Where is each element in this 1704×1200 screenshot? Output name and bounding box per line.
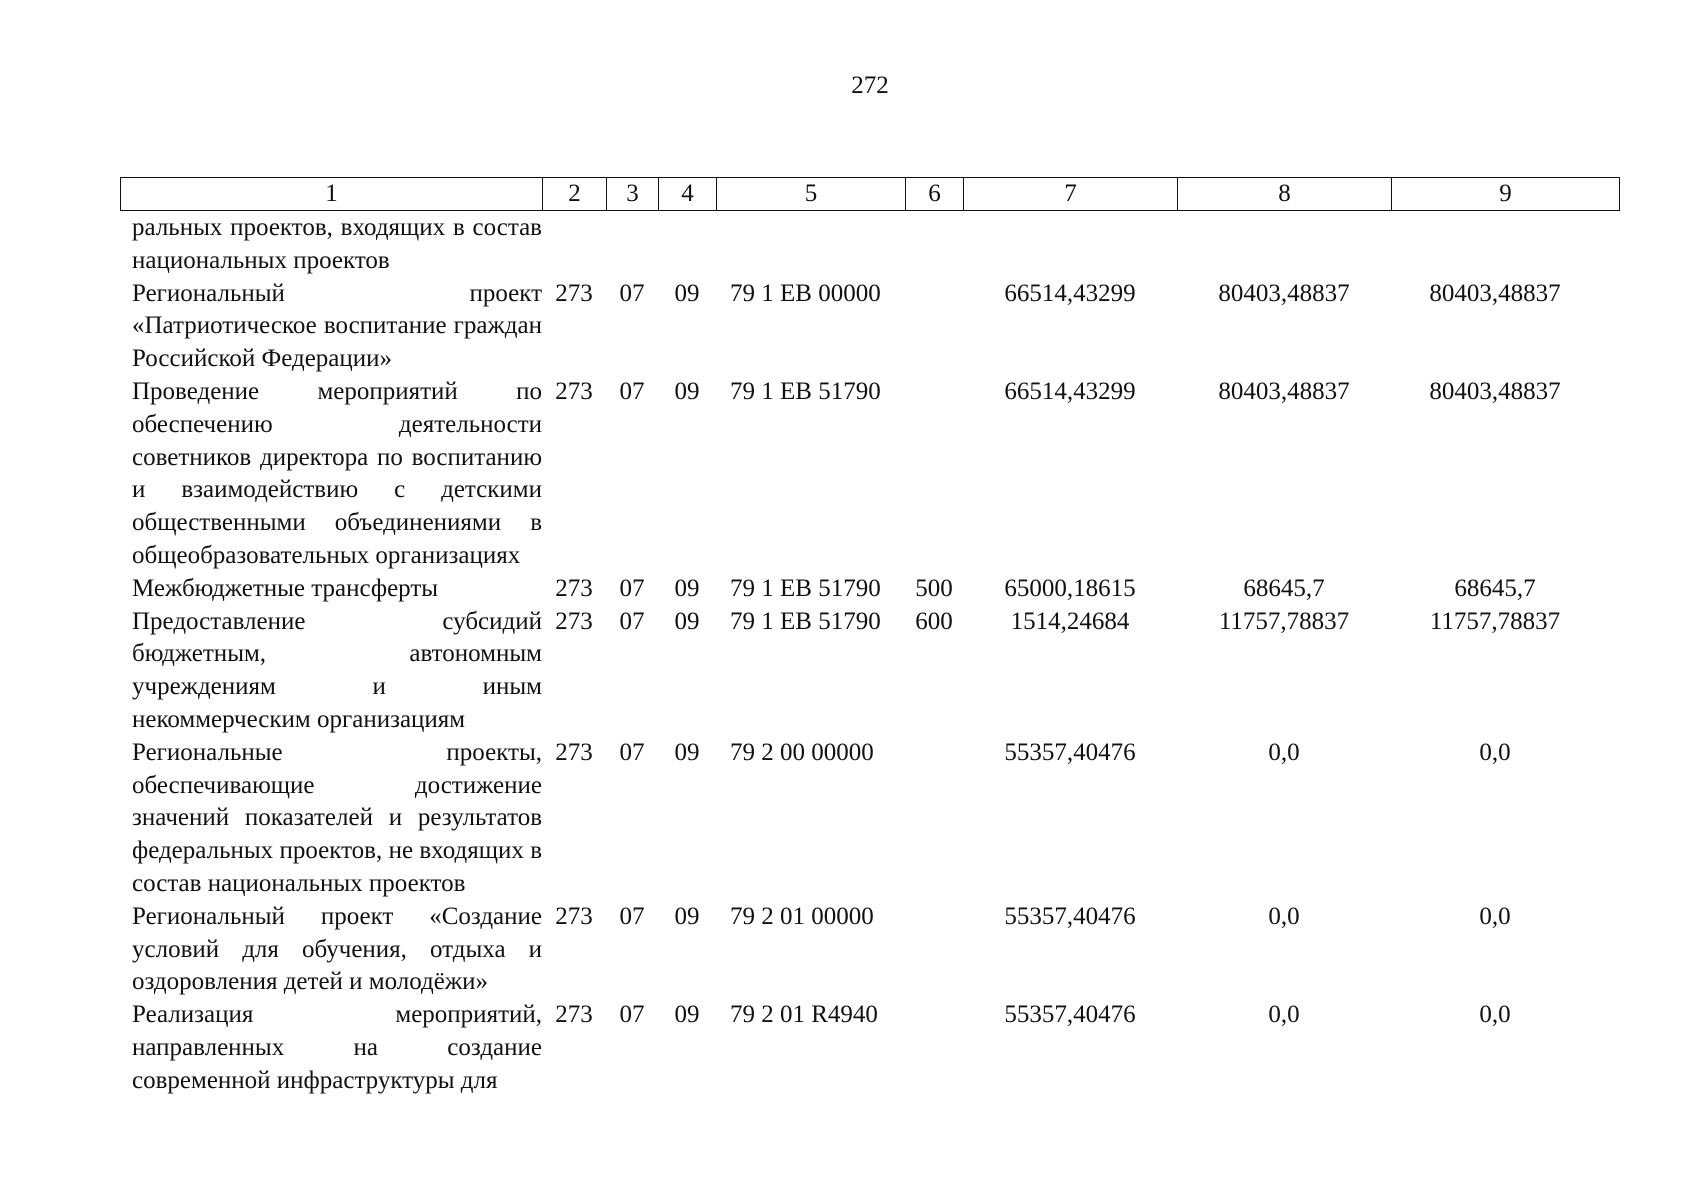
code-ministry: 273 — [555, 574, 593, 602]
amount-col-8: 80403,48837 — [1218, 279, 1350, 307]
page-number: 272 — [851, 72, 889, 99]
code-section: 07 — [619, 279, 645, 307]
row-description: Реализация мероприятий, направленных на создание современной инфраструктуры для — [132, 1001, 542, 1094]
column-header-6: 6 — [906, 178, 964, 211]
table-row — [120, 573, 1619, 606]
amount-col-7: 55357,40476 — [1004, 1001, 1136, 1029]
column-header-5: 5 — [717, 178, 906, 211]
table-row — [120, 212, 1619, 278]
code-target-article: 79 1 EB 00000 — [730, 279, 881, 307]
amount-col-8: 0,0 — [1268, 738, 1300, 766]
column-header-row — [120, 177, 1620, 211]
code-ministry: 273 — [555, 607, 593, 635]
row-description: Региональный проект «Патриотическое воспитание граждан Российской Федерации» — [132, 279, 542, 373]
column-header-3: 3 — [607, 178, 659, 211]
code-target-article: 79 2 01 R4940 — [730, 1001, 878, 1029]
amount-col-9: 0,0 — [1479, 902, 1511, 930]
row-description: ральных проектов, входящих в состав национальных проектов — [132, 214, 542, 274]
table-row — [120, 737, 1619, 901]
column-header-1: 1 — [121, 178, 543, 211]
amount-col-7: 1514,24684 — [1010, 607, 1130, 635]
table-row — [120, 999, 1619, 1097]
code-ministry: 273 — [555, 738, 593, 766]
table-row — [120, 606, 1619, 737]
amount-col-8: 0,0 — [1268, 1001, 1300, 1029]
code-target-article: 79 1 EB 51790 — [730, 377, 881, 405]
code-ministry: 273 — [555, 377, 593, 405]
row-description: Межбюджетные трансферты — [132, 574, 439, 602]
column-header-9: 9 — [1392, 178, 1620, 211]
row-description: Предоставление субсидий бюджетным, автономным учреждениям и иным некоммерческим организациям — [132, 607, 542, 733]
code-expense-type: 500 — [915, 574, 953, 602]
column-header-2: 2 — [543, 178, 607, 211]
column-header-7: 7 — [964, 178, 1178, 211]
code-subsection: 09 — [674, 574, 700, 602]
amount-col-7: 55357,40476 — [1004, 738, 1136, 766]
code-subsection: 09 — [674, 377, 700, 405]
code-target-article: 79 2 01 00000 — [730, 902, 874, 930]
code-subsection: 09 — [674, 607, 700, 635]
code-section: 07 — [619, 607, 645, 635]
code-section: 07 — [619, 738, 645, 766]
code-section: 07 — [619, 902, 645, 930]
amount-col-9: 80403,48837 — [1429, 279, 1561, 307]
amount-col-8: 0,0 — [1268, 902, 1300, 930]
amount-col-7: 55357,40476 — [1004, 902, 1136, 930]
table-row — [120, 901, 1619, 999]
amount-col-8: 68645,7 — [1243, 574, 1325, 602]
amount-col-9: 11757,78837 — [1429, 607, 1561, 635]
column-header-4: 4 — [659, 178, 717, 211]
table-row — [120, 278, 1619, 376]
code-section: 07 — [619, 1001, 645, 1029]
code-subsection: 09 — [674, 279, 700, 307]
amount-col-9: 80403,48837 — [1429, 377, 1561, 405]
code-section: 07 — [619, 377, 645, 405]
row-description: Проведение мероприятий по обеспечению деятельности советников директора по воспитанию и взаимодействию с детскими общественными объединениями в общеобразовательных организациях — [132, 377, 542, 569]
code-target-article: 79 1 EB 51790 — [730, 607, 881, 635]
amount-col-9: 0,0 — [1479, 738, 1511, 766]
code-subsection: 09 — [674, 1001, 700, 1029]
code-expense-type: 600 — [915, 607, 953, 635]
row-description: Региональные проекты, обеспечивающие достижение значений показателей и результатов федеральных проектов, не входящих в состав национальных проектов — [132, 738, 542, 897]
column-header-8: 8 — [1178, 178, 1392, 211]
code-target-article: 79 2 00 00000 — [730, 738, 874, 766]
table-row — [120, 376, 1619, 573]
code-ministry: 273 — [555, 1001, 593, 1029]
amount-col-8: 80403,48837 — [1218, 377, 1350, 405]
code-ministry: 273 — [555, 902, 593, 930]
amount-col-8: 11757,78837 — [1218, 607, 1350, 635]
code-ministry: 273 — [555, 279, 593, 307]
code-target-article: 79 1 EB 51790 — [730, 574, 881, 602]
code-section: 07 — [619, 574, 645, 602]
budget-table-body — [120, 212, 1619, 1098]
amount-col-9: 0,0 — [1479, 1001, 1511, 1029]
code-subsection: 09 — [674, 738, 700, 766]
amount-col-7: 65000,18615 — [1004, 574, 1136, 602]
amount-col-9: 68645,7 — [1454, 574, 1536, 602]
code-subsection: 09 — [674, 902, 700, 930]
amount-col-7: 66514,43299 — [1004, 279, 1136, 307]
row-description: Региональный проект «Создание условий для обучения, отдыха и оздоровления детей и молодёжи» — [132, 902, 542, 996]
amount-col-7: 66514,43299 — [1004, 377, 1136, 405]
